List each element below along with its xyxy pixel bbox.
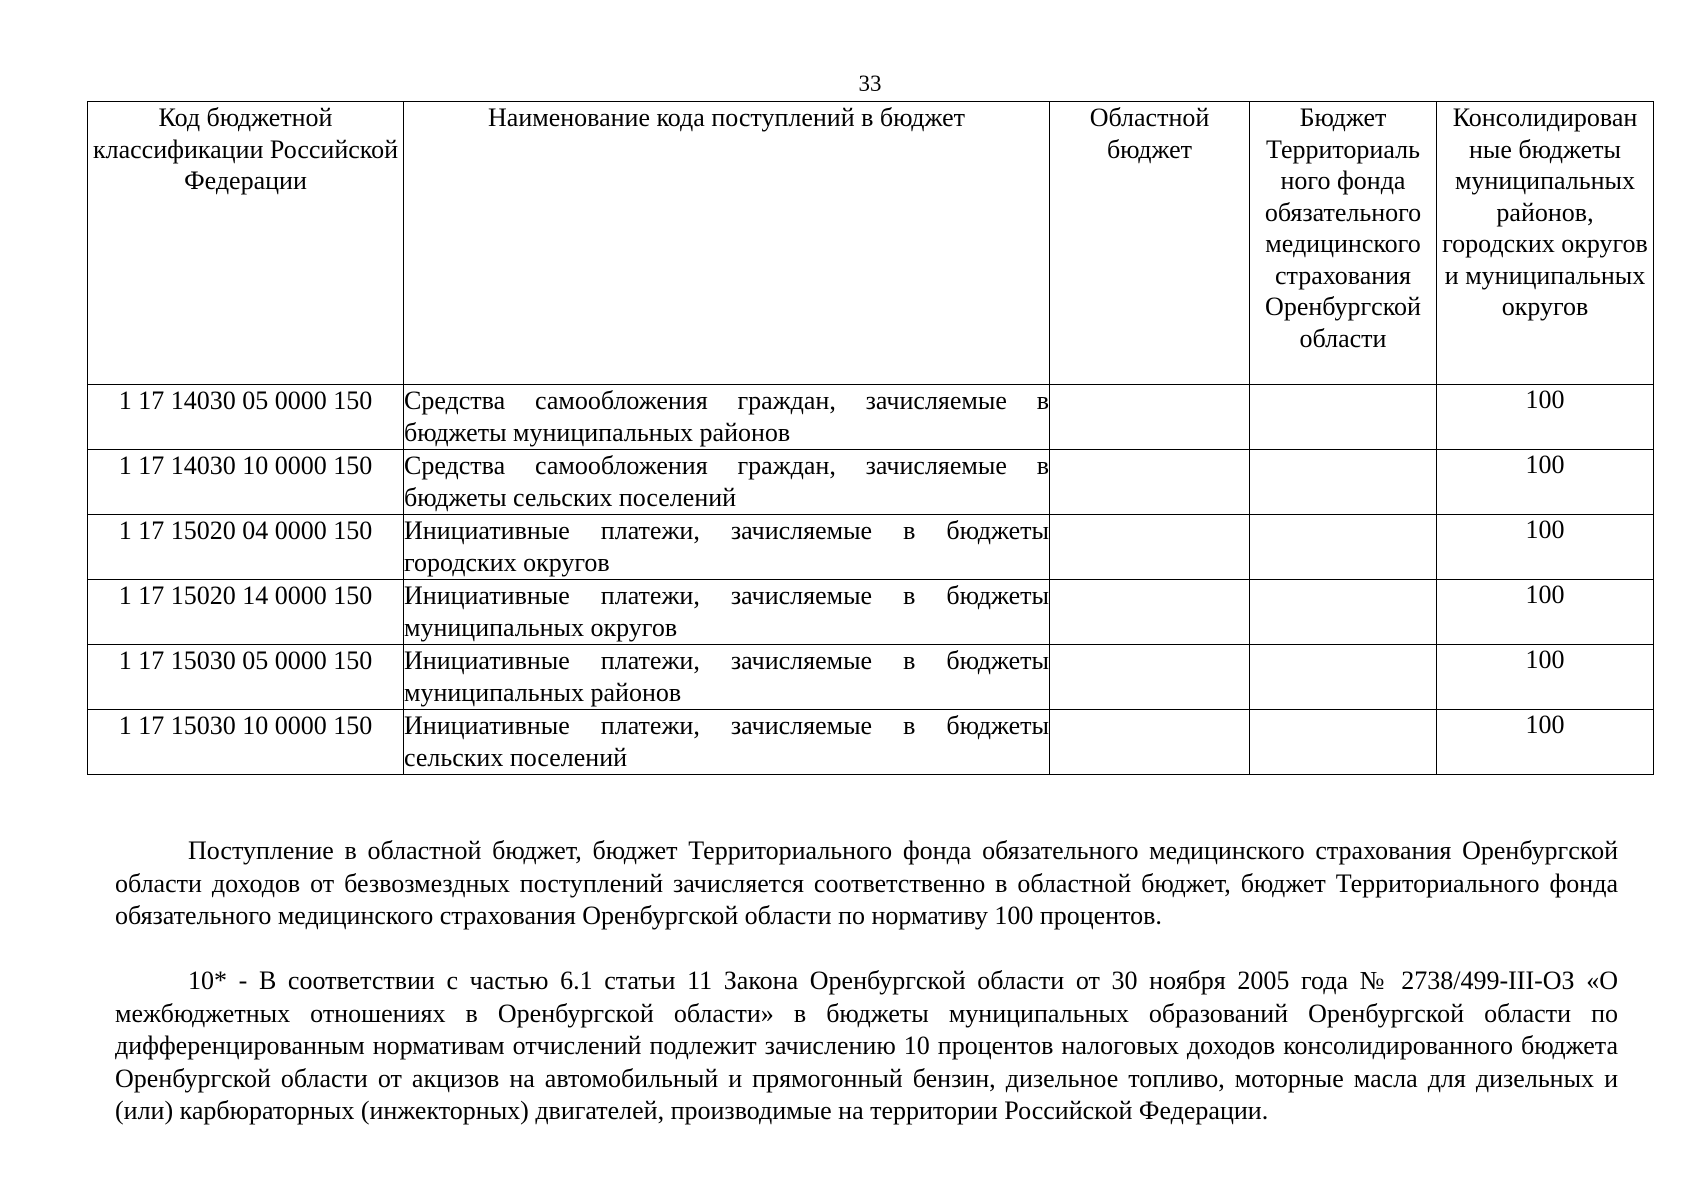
row-municipal-value — [1437, 385, 1654, 450]
row-municipal-value — [1437, 580, 1654, 645]
paragraph-gratuitous-receipts: Поступление в областной бюджет, бюджет Территориального фонда обязательного медицинского страхования Оренбургской области доходов от безвозмездных поступлений зачисляется соответственно в областной бюджет, бюджет Территориального фонда обязательного медицинского страхования Оренбургской области по нормативу 100 процентов. — [115, 836, 1618, 930]
header-regional-budget: Областной бюджет — [1050, 102, 1250, 385]
table-row — [88, 710, 1654, 775]
budget-revenue-table — [87, 101, 1654, 775]
row-name: Инициативные платежи, зачисляемые в бюджеты городских округов — [404, 515, 1050, 580]
row-name: Инициативные платежи, зачисляемые в бюджеты муниципальных округов — [404, 580, 1050, 645]
header-name: Наименование кода поступлений в бюджет — [404, 102, 1050, 385]
paragraph-footnote-10: 10* - В соответствии с частью 6.1 статьи 11 Закона Оренбургской области от 30 ноября 2005 года № 2738/499-III-ОЗ «О межбюджетных отношениях в Оренбургской области» в бюджеты муниципальных образований Оренбургской области по дифференцированным нормативам отчислений подлежит зачислению 10 процентов налоговых доходов консолидированного бюджета Оренбургской области от акцизов на автомобильный и прямогонный бензин, дизельное топливо, моторные масла для дизельных и (или) карбюраторных (инжекторных) двигателей, производимые на территории Российской Федерации. — [115, 966, 1618, 1125]
row-municipal-value-text: 100 — [1525, 580, 1565, 609]
row-code: 1 17 15030 05 0000 150 — [88, 645, 404, 710]
row-tfoms-value — [1250, 645, 1437, 710]
row-municipal-value-text: 100 — [1525, 450, 1565, 479]
row-regional-value — [1050, 645, 1250, 710]
row-code: 1 17 15020 14 0000 150 — [88, 580, 404, 645]
table-row — [88, 645, 1654, 710]
row-regional-value — [1050, 710, 1250, 775]
row-tfoms-value — [1250, 710, 1437, 775]
row-municipal-value — [1437, 450, 1654, 515]
row-name: Средства самообложения граждан, зачисляемые в бюджеты сельских поселений — [404, 450, 1050, 515]
header-code: Код бюджетной классификации Российской Федерации — [88, 102, 404, 385]
row-municipal-value-text: 100 — [1525, 515, 1565, 544]
row-code: 1 17 14030 10 0000 150 — [88, 450, 404, 515]
row-name: Инициативные платежи, зачисляемые в бюджеты муниципальных районов — [404, 645, 1050, 710]
row-tfoms-value — [1250, 580, 1437, 645]
row-tfoms-value — [1250, 515, 1437, 580]
row-regional-value — [1050, 385, 1250, 450]
row-municipal-value — [1437, 645, 1654, 710]
row-tfoms-value — [1250, 385, 1437, 450]
table-row — [88, 515, 1654, 580]
table-row — [88, 385, 1654, 450]
row-code: 1 17 15030 10 0000 150 — [88, 710, 404, 775]
row-municipal-value-text: 100 — [1525, 385, 1565, 414]
page-number: 33 — [858, 71, 882, 96]
row-regional-value — [1050, 450, 1250, 515]
row-municipal-value-text: 100 — [1525, 710, 1565, 739]
header-municipal-budgets: Консолидирован ные бюджеты муниципальных районов, городских округов и муниципальных округов — [1437, 102, 1654, 385]
header-tfoms-budget: Бюджет Территориаль ного фонда обязательного медицинского страхования Оренбургской области — [1250, 102, 1437, 385]
table-row — [88, 450, 1654, 515]
row-regional-value — [1050, 580, 1250, 645]
row-tfoms-value — [1250, 450, 1437, 515]
row-code: 1 17 15020 04 0000 150 — [88, 515, 404, 580]
row-name: Средства самообложения граждан, зачисляемые в бюджеты муниципальных районов — [404, 385, 1050, 450]
row-regional-value — [1050, 515, 1250, 580]
row-municipal-value — [1437, 515, 1654, 580]
table-header-row — [88, 102, 1654, 385]
row-municipal-value — [1437, 710, 1654, 775]
row-municipal-value-text: 100 — [1525, 645, 1565, 674]
row-name: Инициативные платежи, зачисляемые в бюджеты сельских поселений — [404, 710, 1050, 775]
row-code: 1 17 14030 05 0000 150 — [88, 385, 404, 450]
table-row — [88, 580, 1654, 645]
